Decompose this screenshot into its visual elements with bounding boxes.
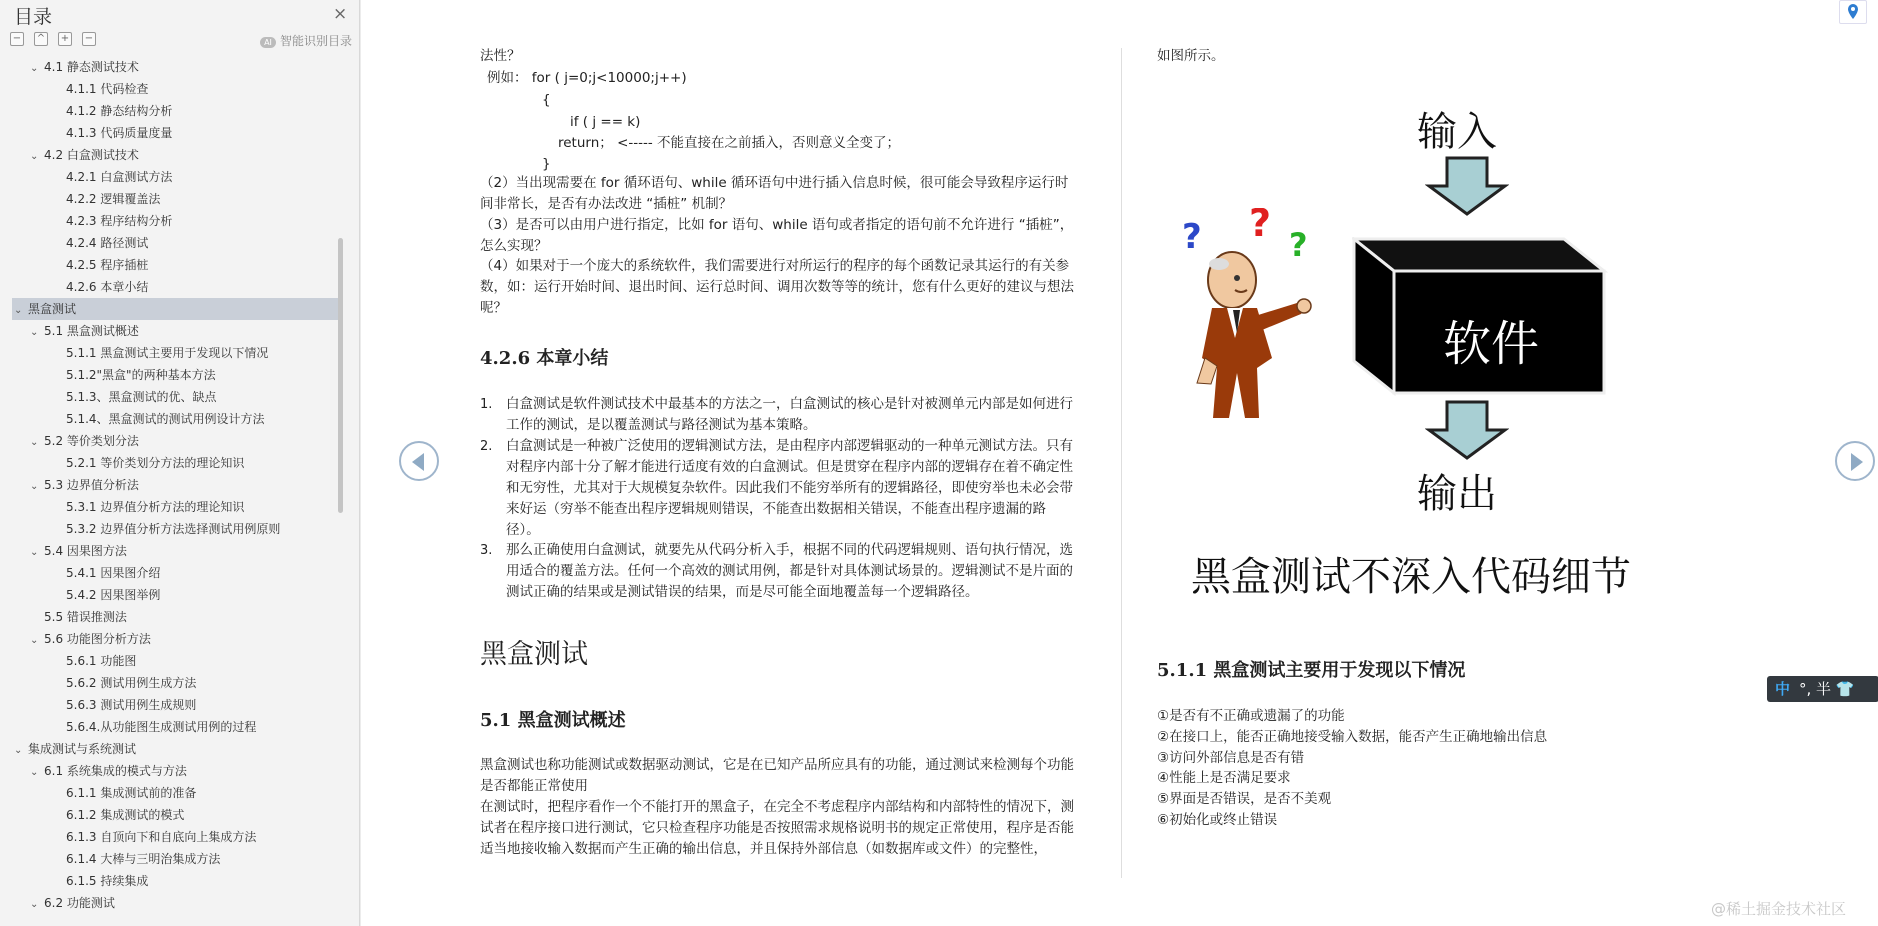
toc-item[interactable] (30, 760, 187, 782)
toc-item-label: 4.1.2 静态结构分析 (66, 104, 173, 118)
toc-item[interactable] (66, 364, 216, 386)
toc-item-label: 6.1.3 自顶向下和自底向上集成方法 (66, 830, 257, 844)
toc-item-label: 5.2.1 等价类划分方法的理论知识 (66, 456, 245, 470)
toc-item-label: 5.5 错误推测法 (44, 610, 127, 624)
ime-status-bar[interactable] (1767, 676, 1878, 702)
list-item: 白盒测试是一种被广泛使用的逻辑测试方法，是由程序内部逻辑驱动的一种单元测试方法。只有对程序内部十分了解才能进行适度有效的白盒测试。但是贯穿在程序内部的逻辑存在着不确定性和无穷性，尤其对于大规模复杂软件。因此我们不能穷举所有的逻辑路径，即使穷举也未必会带来好运（穷举不能查出程序逻辑规则错误，不能查出数据相关错误，不能查出程序遗漏的路径）。 (506, 438, 1073, 538)
toc-item[interactable] (66, 122, 172, 144)
toc-item[interactable] (12, 298, 338, 320)
toc-item-label: 5.1.1 黑盒测试主要用于发现以下情况 (66, 346, 269, 360)
list-item: ⑤界面是否错误，是否不美观 (1157, 791, 1332, 807)
list-item: ①是否有不正确或遗漏了的功能 (1157, 708, 1345, 724)
toc-item-label: 6.1 系统集成的模式与方法 (44, 764, 187, 778)
expand-up-button[interactable]: ^ (34, 32, 48, 46)
toc-item[interactable] (66, 672, 196, 694)
code-line: } (542, 156, 551, 172)
toc-item-label: 5.1.4、黑盒测试的测试用例设计方法 (66, 412, 265, 426)
toc-item-label: 黑盒测试 (28, 302, 77, 316)
toc-item[interactable] (30, 628, 151, 650)
toc-item[interactable] (66, 826, 256, 848)
toc-item-label: 5.6.4.从功能图生成测试用例的过程 (66, 720, 257, 734)
collapse-all-button[interactable]: − (10, 32, 24, 46)
close-icon[interactable]: × (333, 4, 348, 24)
toc-item[interactable] (66, 848, 220, 870)
toc-item-label: 5.3 边界值分析法 (44, 478, 139, 492)
toc-item-label: 5.6.3 测试用例生成规则 (66, 698, 197, 712)
paragraph: 黑盒测试也称功能测试或数据驱动测试，它是在已知产品所应具有的功能，通过测试来检测每个功能是否都能正常使用 (480, 757, 1074, 794)
figure-input-label: 输入 (1417, 109, 1497, 155)
toc-header (0, 0, 360, 28)
smart-toc-label: 智能识别目录 (280, 34, 353, 48)
svg-text:?: ? (1289, 226, 1308, 264)
document-reader (361, 0, 1878, 926)
code-line: return； <----- 不能直接在之前插入，否则意义全变了； (558, 135, 901, 151)
toc-item[interactable] (30, 320, 139, 342)
toc-item-label: 4.1.3 代码质量度量 (66, 126, 173, 140)
paragraph: （4）如果对于一个庞大的系统软件，我们需要进行对所运行的程序的每个函数记录其运行的有关参数，如：运行开始时间、退出时间、运行总时间、调用次数等等的统计，您有什么更好的建议与想法呢？ (480, 258, 1074, 316)
left-page (445, 0, 1085, 926)
text-line: 如图所示。 (1157, 48, 1225, 64)
chapter-heading-black-box: 黑盒测试 (480, 639, 588, 670)
toc-item-label: 5.6 功能图分析方法 (44, 632, 151, 646)
toc-item-label: 4.1 静态测试技术 (44, 60, 139, 74)
toc-item[interactable] (66, 650, 136, 672)
toc-item[interactable] (30, 56, 139, 78)
toc-item-label: 5.4 因果图方法 (44, 544, 127, 558)
toc-item[interactable] (66, 276, 148, 298)
toc-item[interactable] (66, 386, 217, 408)
code-line: if ( j == k) (570, 114, 641, 130)
toc-sidebar (0, 0, 360, 926)
chevron-down-icon[interactable]: ⌄ (30, 547, 39, 558)
chevron-down-icon[interactable]: ⌄ (14, 305, 23, 316)
remove-bookmark-button[interactable]: − (82, 32, 96, 46)
toc-item-label: 6.1.4 大棒与三明治集成方法 (66, 852, 221, 866)
chevron-down-icon[interactable]: ⌄ (30, 437, 39, 448)
toc-item-label: 4.2.5 程序插桩 (66, 258, 149, 272)
toc-item[interactable] (30, 892, 115, 914)
toc-item-label: 6.2 功能测试 (44, 896, 115, 910)
toc-list (0, 56, 340, 926)
figure-software-label: 软件 (1443, 316, 1540, 372)
smart-toc-button[interactable] (260, 32, 352, 49)
toc-item-label: 5.1.2"黑盒"的两种基本方法 (66, 368, 216, 382)
chevron-right-icon (1851, 453, 1863, 471)
toc-item-label: 4.2.6 本章小结 (66, 280, 149, 294)
text-line: 法性？ (480, 48, 521, 64)
toc-item-label: 4.2.1 白盒测试方法 (66, 170, 173, 184)
page-divider (1121, 48, 1122, 878)
toc-item-label: 5.1 黑盒测试概述 (44, 324, 139, 338)
toc-item[interactable] (30, 430, 139, 452)
toc-item[interactable] (66, 694, 196, 716)
toc-item-label: 4.2.2 逻辑覆盖法 (66, 192, 161, 206)
chevron-down-icon[interactable]: ⌄ (30, 63, 39, 74)
toc-item-label: 6.1.5 持续集成 (66, 874, 149, 888)
toc-item-label: 4.2 白盒测试技术 (44, 148, 139, 162)
toc-item[interactable] (66, 870, 148, 892)
toc-scrollbar[interactable] (338, 238, 343, 513)
chevron-down-icon[interactable]: ⌄ (30, 481, 39, 492)
toc-item[interactable] (30, 144, 139, 166)
list-number: 3. (480, 543, 493, 558)
toc-item[interactable] (66, 232, 148, 254)
toc-item[interactable] (30, 474, 139, 496)
toc-item-label: 6.1.1 集成测试前的准备 (66, 786, 197, 800)
list-item: 白盒测试是软件测试技术中最基本的方法之一，白盒测试的核心是针对被测单元内部是如何进行工作的测试，是以覆盖测试与路径测试为基本策略。 (506, 396, 1073, 433)
chevron-down-icon[interactable]: ⌄ (30, 327, 39, 338)
toc-item[interactable] (66, 100, 172, 122)
section-heading-5-1: 5.1 黑盒测试概述 (480, 710, 626, 731)
chevron-down-icon[interactable]: ⌄ (30, 899, 39, 910)
toc-title: 目录 (14, 6, 53, 28)
paragraph: （3）是否可以由用户进行指定，比如 for 语句、while 语句或者指定的语句前不允许进行 “插桩”，怎么实现？ (480, 217, 1074, 254)
toc-toolbar (0, 30, 360, 52)
toc-item[interactable] (66, 804, 184, 826)
figure-output-label: 输出 (1417, 471, 1497, 517)
thinking-man-illustration (1177, 208, 1337, 423)
ai-icon: AI (260, 37, 276, 48)
chevron-left-icon (412, 453, 424, 471)
add-bookmark-button[interactable]: + (58, 32, 72, 46)
toc-item[interactable] (66, 496, 244, 518)
toc-item[interactable] (66, 452, 244, 474)
toc-item[interactable] (66, 716, 256, 738)
list-item: ②在接口上，能否正确地接受输入数据，能否产生正确地输出信息 (1157, 729, 1548, 745)
previous-page-button[interactable] (399, 441, 439, 481)
chevron-down-icon[interactable]: ⌄ (14, 745, 23, 756)
toc-item-label: 5.1.3、黑盒测试的优、缺点 (66, 390, 217, 404)
toc-item[interactable] (14, 738, 136, 760)
toc-item-label: 集成测试与系统测试 (28, 742, 137, 756)
watermark: @稀土掘金技术社区 (1711, 900, 1847, 918)
paragraph: 在测试时，把程序看作一个不能打开的黑盒子，在完全不考虑程序内部结构和内部特性的情况下，测试者在程序接口进行测试，它只检查程序功能是否按照需求规格说明书的规定正常使用，程序是否能适当地接收输入数据而产生正确的输出信息，并且保持外部信息（如数据库或文件）的完整性， (480, 799, 1074, 857)
toc-item[interactable] (30, 540, 127, 562)
toc-item[interactable] (66, 782, 196, 804)
code-line: 例如： for ( j=0;j<10000;j++) (487, 70, 687, 86)
toc-item-label: 5.4.2 因果图举例 (66, 588, 161, 602)
list-item: ⑥初始化或终止错误 (1157, 812, 1278, 828)
toc-item-label: 4.1.1 代码检查 (66, 82, 149, 96)
toc-item[interactable] (66, 562, 160, 584)
section-heading-4-2-6: 4.2.6 本章小结 (480, 348, 609, 369)
svg-text:?: ? (1249, 208, 1272, 245)
toc-item-label: 4.2.4 路径测试 (66, 236, 149, 250)
toc-item[interactable] (66, 254, 148, 276)
list-number: 2. (480, 439, 493, 454)
chevron-down-icon[interactable]: ⌄ (30, 767, 39, 778)
toc-item[interactable] (66, 210, 172, 232)
black-box-figure (1177, 100, 1827, 610)
toc-item-label: 5.3.2 边界值分析方法选择测试用例原则 (66, 522, 281, 536)
paragraph: （2）当出现需要在 for 循环语句、while 循环语句中进行插入信息时候，很可能会导致程序运行时间非常长，是否有办法改进 “插桩” 机制？ (480, 175, 1069, 212)
toc-item[interactable] (66, 518, 280, 540)
toc-item[interactable] (66, 408, 265, 430)
toc-item-label: 5.6.1 功能图 (66, 654, 137, 668)
chevron-down-icon[interactable]: ⌄ (30, 635, 39, 646)
toc-item[interactable] (66, 342, 268, 364)
chevron-down-icon[interactable]: ⌄ (30, 151, 39, 162)
location-pin-icon[interactable] (1839, 0, 1867, 24)
ime-language: 中 (1775, 680, 1791, 698)
toc-item-label: 5.2 等价类划分法 (44, 434, 139, 448)
toc-item-label: 5.6.2 测试用例生成方法 (66, 676, 197, 690)
figure-caption: 黑盒测试不深入代码细节 (1191, 554, 1631, 600)
list-number: 1. (480, 397, 493, 412)
toc-item[interactable] (66, 584, 160, 606)
toc-item[interactable] (66, 188, 160, 210)
list-item: 那么正确使用白盒测试，就要先从代码分析入手，根据不同的代码逻辑规则、语句执行情况，选用适合的覆盖方法。任何一个高效的测试用例，都是针对具体测试场景的。逻辑测试不是片面的测试正确的结果或是测试错误的结果，而是尽可能全面地覆盖每一个逻辑路径。 (506, 542, 1073, 600)
next-page-button[interactable] (1835, 441, 1875, 481)
toc-item[interactable] (30, 606, 127, 628)
svg-text:?: ? (1182, 217, 1202, 257)
toc-item-label: 6.1.2 集成测试的模式 (66, 808, 185, 822)
arrow-down-icon (1425, 156, 1509, 216)
list-item: ③访问外部信息是否有错 (1157, 750, 1305, 766)
code-line: { (542, 92, 551, 108)
ime-options: °, 半 👕 (1799, 680, 1855, 698)
section-heading-5-1-1: 5.1.1 黑盒测试主要用于发现以下情况 (1157, 660, 1466, 681)
toc-item-label: 4.2.3 程序结构分析 (66, 214, 173, 228)
toc-item[interactable] (66, 166, 172, 188)
toc-item-label: 5.4.1 因果图介绍 (66, 566, 161, 580)
list-item: ④性能上是否满足要求 (1157, 770, 1291, 786)
arrow-down-icon (1425, 400, 1509, 460)
toc-item[interactable] (66, 78, 148, 100)
toc-item-label: 5.3.1 边界值分析方法的理论知识 (66, 500, 245, 514)
